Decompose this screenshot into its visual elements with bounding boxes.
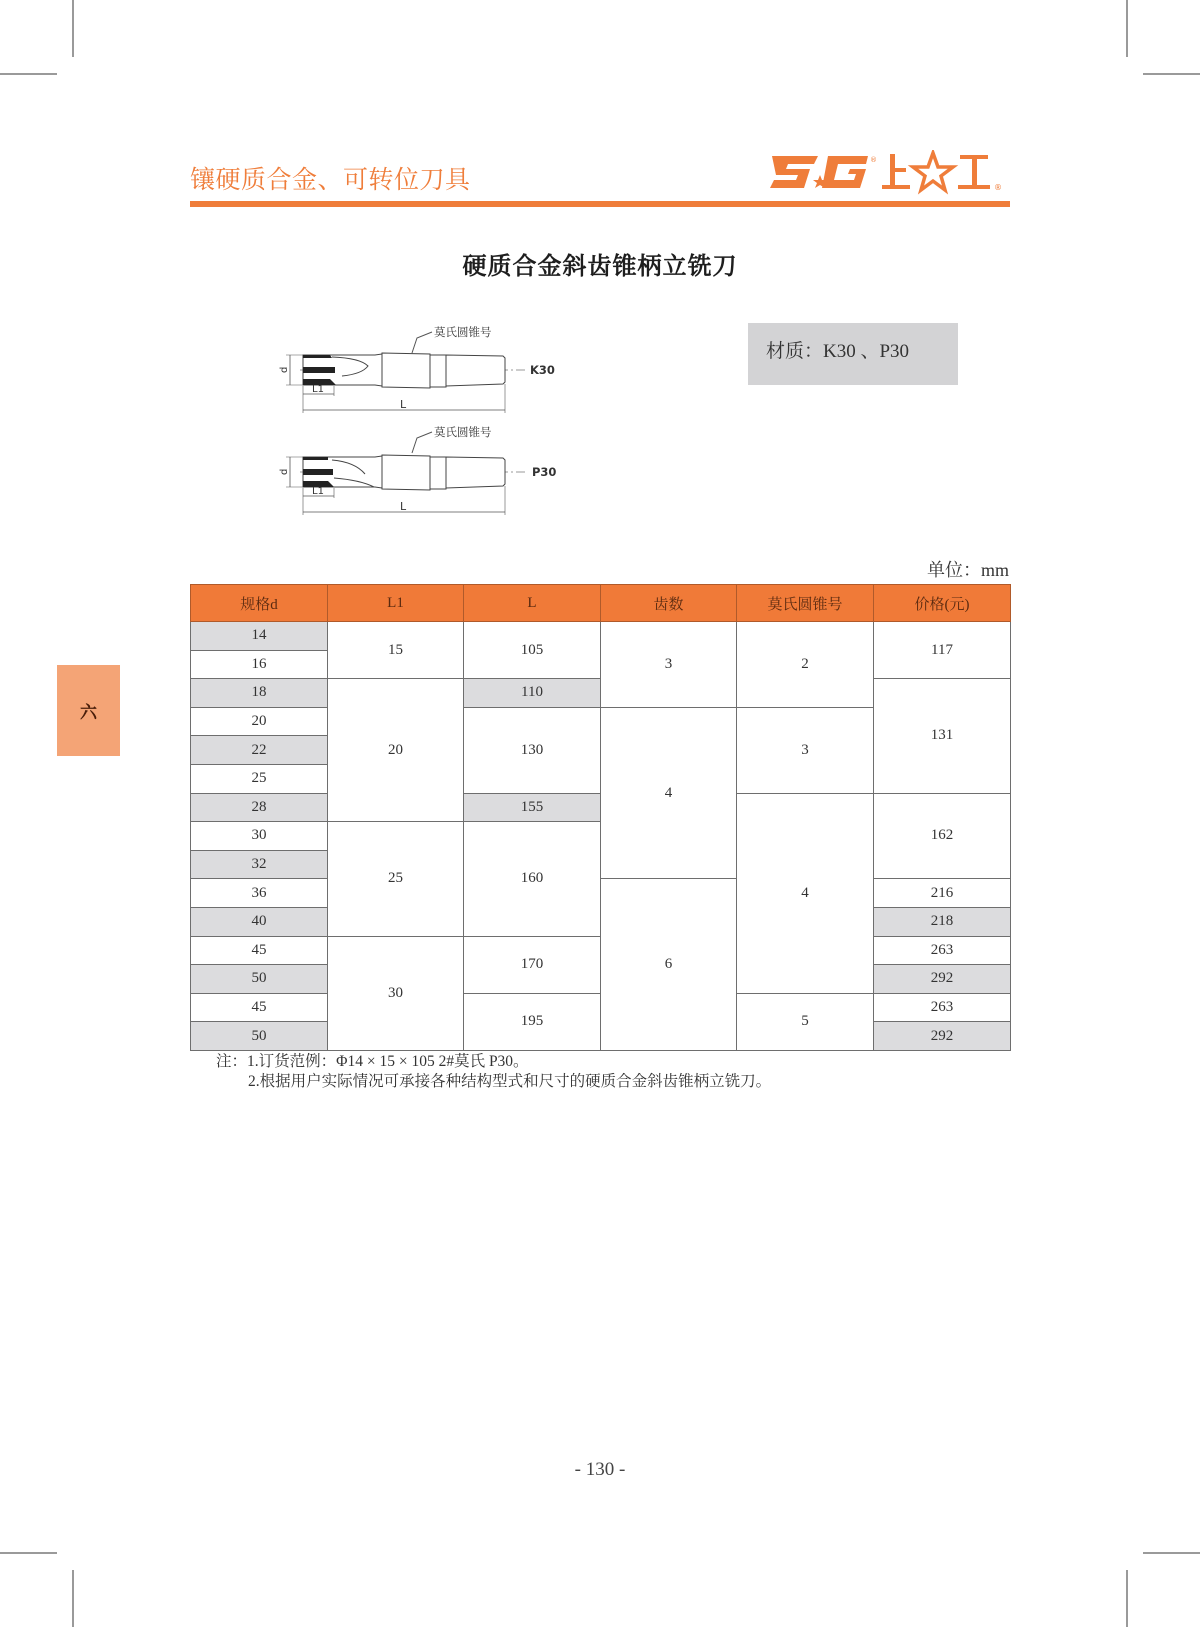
cell-morse: 2 [737,622,874,708]
table-row [191,622,1011,651]
cell-morse: 5 [737,993,874,1050]
page-number: - 130 - [574,1459,626,1480]
header-spec-d: 规格d [191,585,328,622]
crop-mark-bottom-left-v [72,1570,74,1627]
crop-mark-bottom-right-v [1126,1570,1128,1627]
unit-label: 单位：mm [926,560,1009,580]
material-box [748,323,958,385]
cell-morse: 3 [737,707,874,793]
table-header-row [191,585,1011,622]
chapter-tab-label: 六 [80,703,97,723]
cell-l1: 20 [328,679,464,822]
cell-l: 160 [464,822,601,936]
crop-mark-top-right-v [1126,0,1128,57]
cell-d: 40 [191,907,328,936]
cell-price: 131 [874,679,1011,793]
cell-d: 22 [191,736,328,765]
spec-table [190,584,1011,1051]
callout-morse-taper: 莫氏圆锥号 [434,425,492,439]
dim-d-label: d [279,366,290,373]
sg-logo-icon [770,150,1010,196]
cell-d: 45 [191,993,328,1022]
dim-d-label: d [279,468,290,475]
svg-text:®: ® [870,156,877,164]
notes [216,1052,771,1092]
callout-morse-taper: 莫氏圆锥号 [434,325,492,339]
dim-l1-label: L1 [312,486,324,497]
dim-l-label: L [400,500,407,513]
cell-price: 117 [874,622,1011,679]
cell-d: 32 [191,850,328,879]
cell-d: 16 [191,650,328,679]
header-teeth: 齿数 [601,585,737,622]
cell-price: 216 [874,879,1011,908]
header-l: L [464,585,601,622]
diagram-k30 [270,318,580,418]
crop-mark-bottom-left-h [0,1552,57,1554]
cell-d: 50 [191,1022,328,1051]
cell-price: 292 [874,965,1011,994]
note-1: 注：1.订货范例：Φ14 × 15 × 105 2#莫氏 P30。 [216,1053,529,1070]
cell-l: 195 [464,993,601,1050]
cell-l1: 25 [328,822,464,936]
cell-d: 50 [191,965,328,994]
cell-price: 263 [874,936,1011,965]
cell-d: 25 [191,764,328,793]
cell-d: 30 [191,822,328,851]
cell-teeth: 6 [601,879,737,1051]
cell-l: 110 [464,679,601,708]
section-title: 镶硬质合金、可转位刀具 [190,165,471,194]
cell-morse: 4 [737,793,874,993]
chapter-side-tab[interactable] [57,665,120,756]
table-row [191,879,1011,908]
crop-mark-top-right-h [1143,73,1200,75]
header-price: 价格(元) [874,585,1011,622]
cell-d: 20 [191,707,328,736]
cell-teeth: 3 [601,622,737,708]
cell-l: 130 [464,707,601,793]
crop-mark-bottom-right-h [1143,1552,1200,1554]
cell-l1: 30 [328,936,464,1050]
crop-mark-top-left-h [0,73,57,75]
cell-d: 28 [191,793,328,822]
cell-l1: 15 [328,622,464,679]
cell-l: 105 [464,622,601,679]
header-rule [190,201,1010,207]
dim-l-label: L [400,398,407,411]
svg-text:®: ® [994,183,1002,192]
cell-price: 162 [874,793,1011,879]
cell-teeth: 4 [601,707,737,879]
note-2: 2.根据用户实际情况可承接各种结构型式和尺寸的硬质合金斜齿锥柄立铣刀。 [248,1073,772,1090]
cell-d: 18 [191,679,328,708]
header-l1: L1 [328,585,464,622]
diagram-p30 [270,418,580,518]
cell-price: 292 [874,1022,1011,1051]
crop-mark-top-left-v [72,0,74,57]
cell-d: 14 [191,622,328,651]
cell-l: 170 [464,936,601,993]
product-title: 硬质合金斜齿锥柄立铣刀 [462,252,738,280]
grade-label-k30: K30 [530,363,555,377]
cell-l: 155 [464,793,601,822]
header-morse-taper: 莫氏圆锥号 [737,585,874,622]
dim-l1-label: L1 [312,384,324,395]
grade-label-p30: P30 [532,465,557,479]
cell-price: 263 [874,993,1011,1022]
material-label: 材质：K30 、P30 [766,341,910,362]
brand-logo [770,150,1010,196]
cell-price: 218 [874,907,1011,936]
cell-d: 36 [191,879,328,908]
cell-d: 45 [191,936,328,965]
